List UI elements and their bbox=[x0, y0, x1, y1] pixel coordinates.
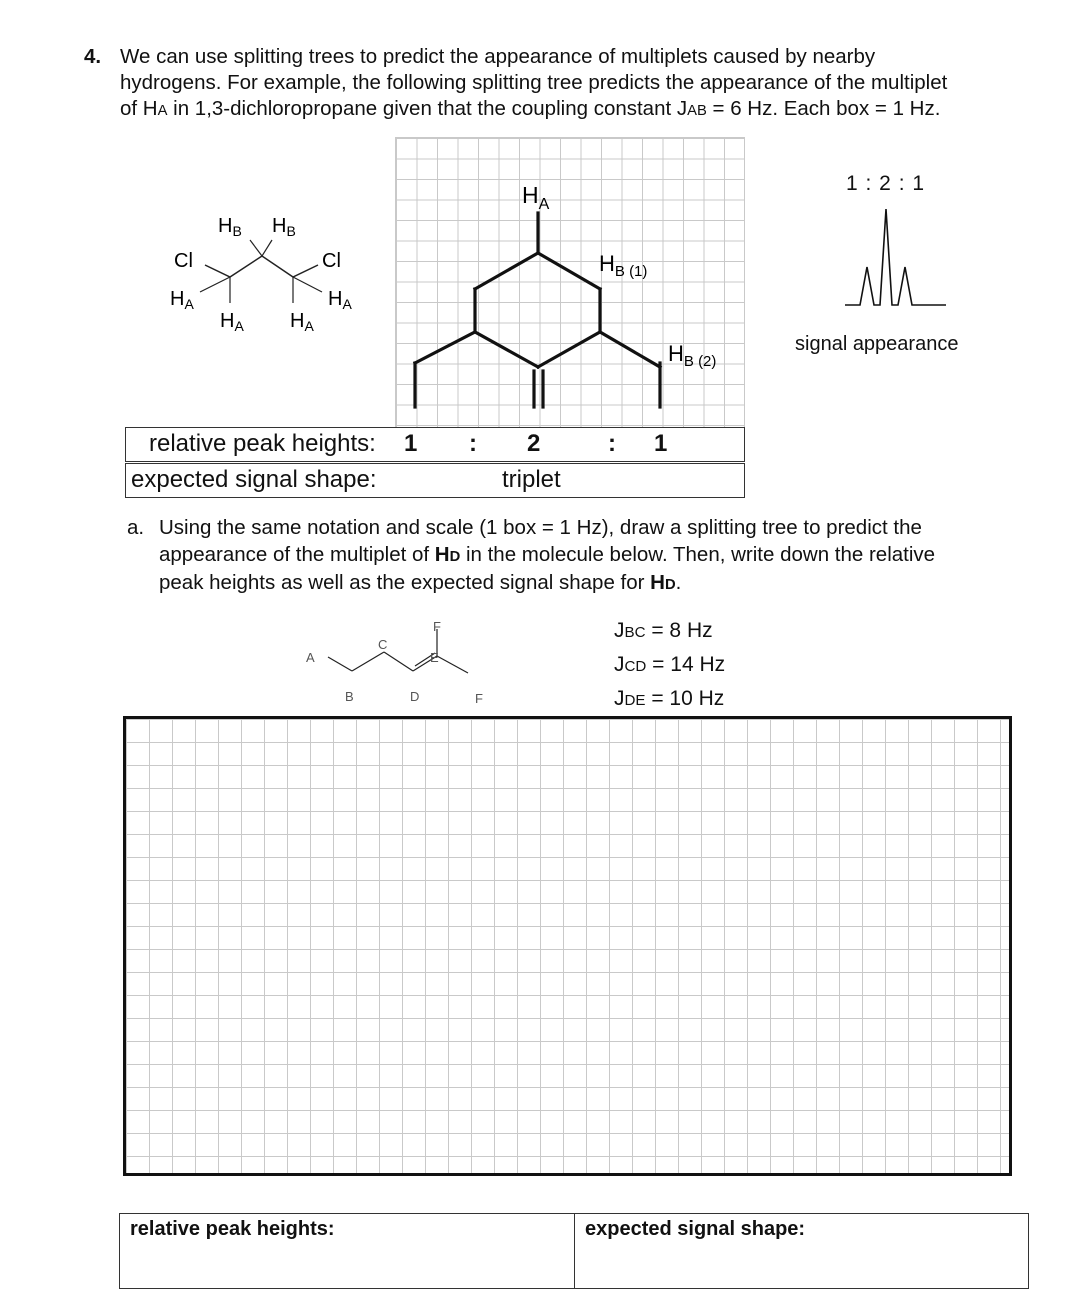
question-line-3: of HA in 1,3-dichloropropane given that the coupling constant JAB = 6 Hz. Each box = 1 Hz. bbox=[120, 97, 941, 120]
expected-signal-shape-box[interactable] bbox=[574, 1213, 1029, 1289]
hb-label-2: $H_B$ bbox=[272, 215, 296, 239]
example-shape-row: expected signal shape: triplet bbox=[125, 463, 745, 498]
coupling-constants bbox=[614, 615, 725, 717]
cl-label-left: Cl bbox=[174, 250, 193, 272]
hd-molecule-structure bbox=[300, 615, 500, 710]
signal-ratio: 1 : 2 : 1 bbox=[846, 172, 926, 195]
atom-label-e: E bbox=[430, 650, 439, 665]
example-heights-row: relative peak heights: 1 : 2 : 1 bbox=[125, 427, 745, 462]
ha-label-4: $H_A$ bbox=[328, 288, 352, 312]
tree-hb1-label: $H_{B (1)}$ bbox=[599, 251, 648, 280]
example-height-2: 2 bbox=[527, 430, 541, 457]
part-a-text: a. Using the same notation and scale (1 box = 1 Hz), draw a splitting tree to predict the appearance of the multiplet of HD in the molecule below. Then, write down the relative peak heights as well as the expected signal shape for HD. bbox=[127, 516, 936, 594]
dichloropropane-structure bbox=[150, 200, 390, 350]
example-splitting-tree bbox=[395, 137, 743, 427]
signal-caption: signal appearance bbox=[795, 333, 959, 355]
tree-top-label: $H_A$ bbox=[522, 182, 550, 213]
coupling-jbc: JBC = 8 Hz bbox=[614, 619, 713, 642]
atom-label-a: A bbox=[306, 650, 315, 665]
atom-label-c: C bbox=[378, 637, 388, 652]
answer-drawing-grid[interactable] bbox=[123, 716, 1012, 1176]
expected-signal-shape-label: expected signal shape: bbox=[585, 1218, 806, 1240]
atom-label-f-bottom: F bbox=[475, 691, 483, 706]
atom-label-f-top: F bbox=[433, 619, 441, 634]
relative-peak-heights-label: relative peak heights: bbox=[130, 1218, 335, 1240]
question-text bbox=[84, 44, 1044, 124]
cl-label-right: Cl bbox=[322, 250, 341, 272]
question-line-2: hydrogens. For example, the following splitting tree predicts the appearance of the multiplet bbox=[120, 71, 948, 94]
part-a-letter: a. bbox=[127, 516, 145, 539]
example-height-1: 1 bbox=[404, 430, 418, 457]
question-number: 4. bbox=[84, 45, 102, 68]
atom-label-b: B bbox=[345, 689, 354, 704]
ha-label-2: $H_A$ bbox=[220, 310, 244, 334]
coupling-jcd: JCD = 14 Hz bbox=[614, 653, 726, 676]
atom-label-d: D bbox=[410, 689, 420, 704]
relative-peak-heights-box[interactable] bbox=[119, 1213, 575, 1289]
ha-label-3: $H_A$ bbox=[290, 310, 314, 334]
hb-label-1: $H_B$ bbox=[218, 215, 242, 239]
tree-hb2-label: $H_{B (2)}$ bbox=[668, 341, 717, 370]
coupling-jde: JDE = 10 Hz bbox=[614, 687, 725, 710]
ha-label-1: $H_A$ bbox=[170, 288, 194, 312]
triplet-signal-icon bbox=[840, 205, 952, 311]
carbon-chain bbox=[205, 256, 318, 277]
example-shape-value: triplet bbox=[502, 466, 561, 493]
example-height-3: 1 bbox=[654, 430, 668, 457]
question-line-1: We can use splitting trees to predict the appearance of multiplets caused by nearby bbox=[120, 45, 876, 68]
